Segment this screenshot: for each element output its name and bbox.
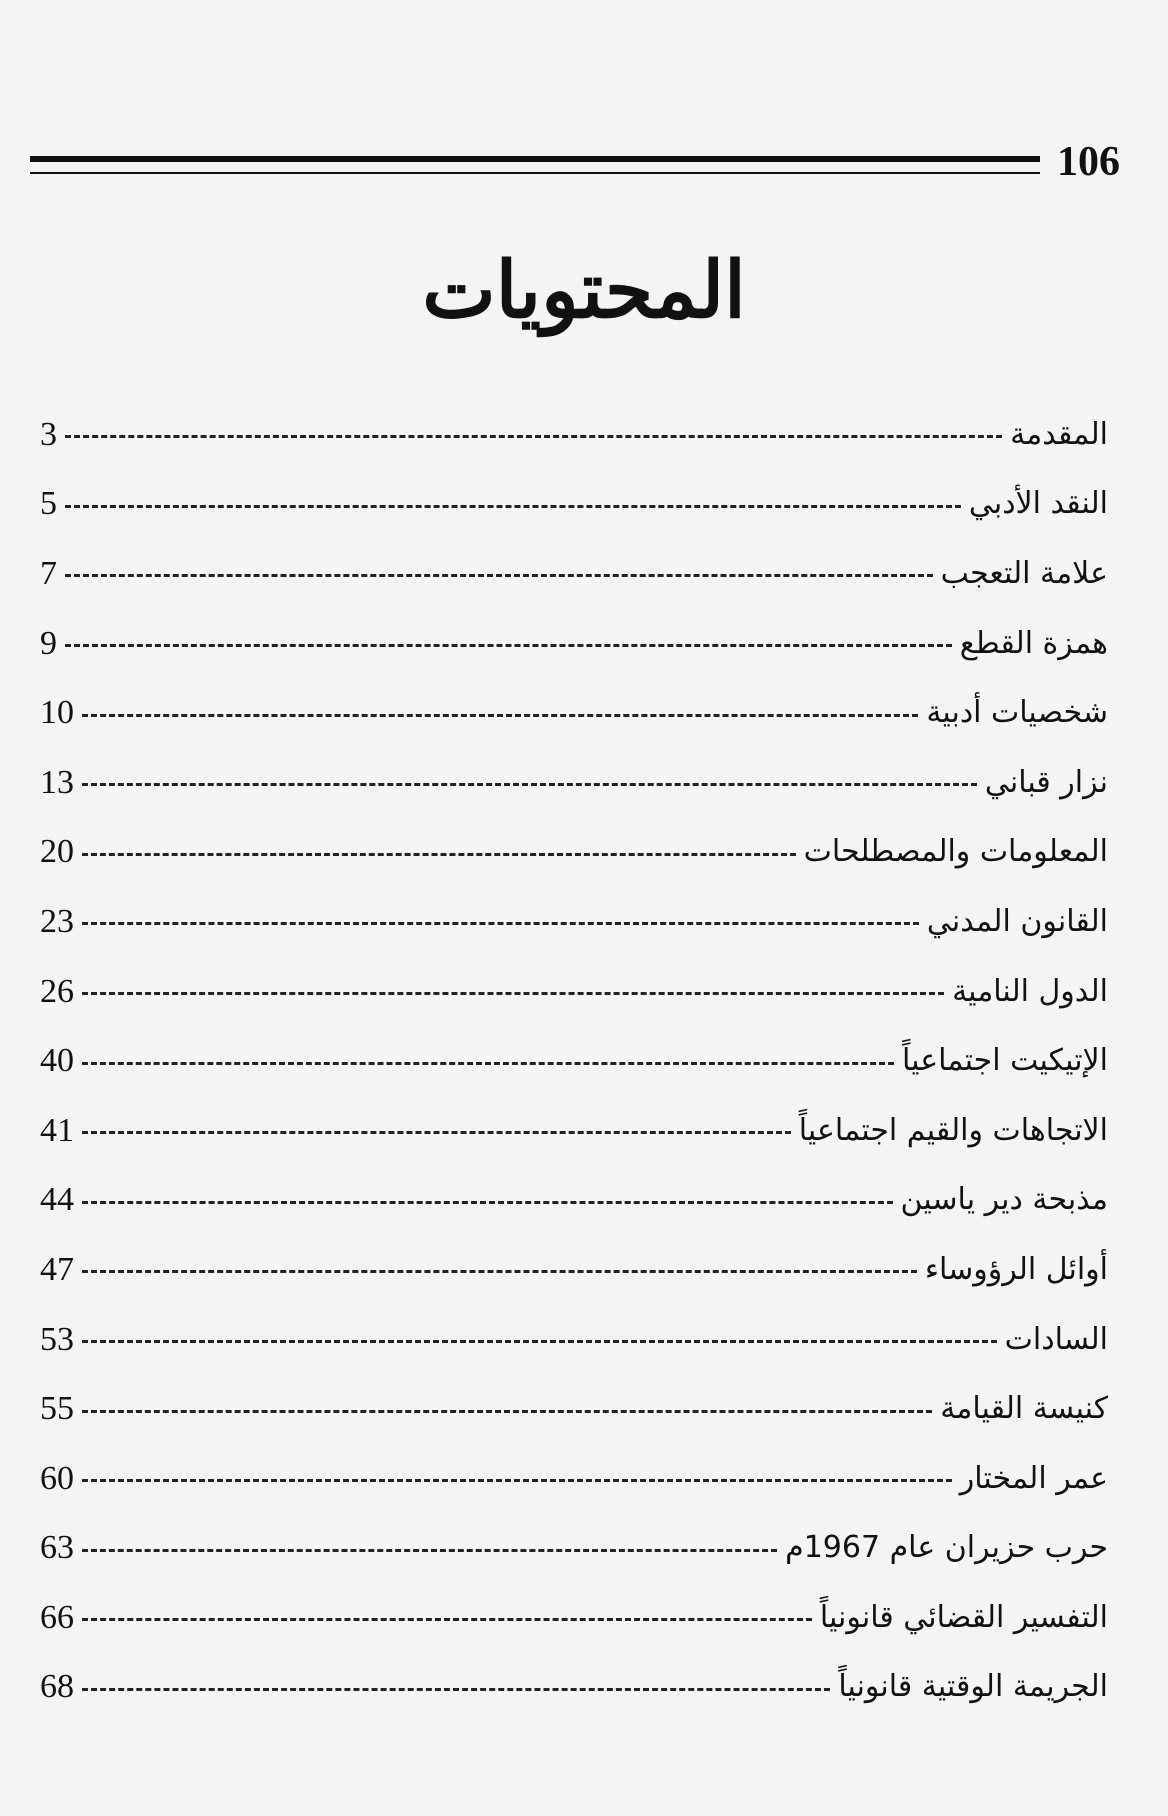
toc-dot-leader	[82, 1479, 952, 1482]
toc-dot-leader	[82, 1549, 777, 1552]
toc-entry	[40, 818, 1108, 888]
toc-dot-leader	[82, 1131, 791, 1134]
toc-entry-title: التفسير القضائي قانونياً	[819, 1599, 1108, 1635]
toc-entry-page-number: 53	[40, 1320, 74, 1358]
toc-entry	[40, 539, 1108, 609]
toc-entry	[40, 1444, 1108, 1514]
toc-entry	[40, 1096, 1108, 1166]
toc-dot-leader	[82, 992, 944, 995]
toc-dot-leader	[65, 644, 952, 647]
toc-dot-leader	[82, 1688, 830, 1691]
toc-entry-title: عمر المختار	[959, 1460, 1108, 1496]
toc-entry-title: القانون المدني	[926, 903, 1108, 939]
toc-entry-page-number: 60	[40, 1459, 74, 1497]
toc-entry-title: الجريمة الوقتية قانونياً	[838, 1669, 1108, 1705]
toc-entry-page-number: 68	[40, 1668, 74, 1706]
toc-entry-page-number: 9	[40, 624, 57, 662]
toc-entry	[40, 1026, 1108, 1096]
toc-dot-leader	[82, 853, 796, 856]
toc-dot-leader	[82, 783, 977, 786]
toc-entry	[40, 1305, 1108, 1375]
toc-entry-page-number: 26	[40, 972, 74, 1010]
toc-dot-leader	[82, 1410, 932, 1413]
toc-entry	[40, 609, 1108, 679]
toc-entry-page-number: 23	[40, 902, 74, 940]
toc-entry-title: السادات	[1004, 1321, 1108, 1357]
toc-entry-title: الدول النامية	[952, 973, 1108, 1009]
toc-entry-page-number: 66	[40, 1598, 74, 1636]
page-title: المحتويات	[422, 245, 746, 336]
toc-entry	[40, 1514, 1108, 1584]
toc-entry-title: نزار قباني	[984, 764, 1108, 800]
toc-entry-page-number: 10	[40, 694, 74, 732]
toc-entry-page-number: 5	[40, 485, 57, 523]
toc-entry-title: أوائل الرؤوساء	[924, 1251, 1108, 1287]
toc-dot-leader	[82, 1618, 812, 1621]
toc-entry-page-number: 3	[40, 415, 57, 453]
toc-entry-page-number: 7	[40, 554, 57, 592]
toc-dot-leader	[82, 922, 919, 925]
toc-entry	[40, 1374, 1108, 1444]
header-rule	[30, 156, 1040, 174]
toc-entry	[40, 887, 1108, 957]
toc-entry	[40, 400, 1108, 470]
toc-entry	[40, 1166, 1108, 1236]
toc-entry-title: حرب حزيران عام 1967م	[785, 1530, 1108, 1566]
table-of-contents	[40, 400, 1108, 1722]
toc-entry	[40, 1653, 1108, 1723]
toc-entry-title: الاتجاهات والقيم اجتماعياً	[798, 1112, 1108, 1148]
toc-dot-leader	[82, 1340, 997, 1343]
toc-entry-title: المعلومات والمصطلحات	[803, 834, 1108, 870]
toc-dot-leader	[65, 574, 933, 577]
page-header	[30, 140, 1120, 190]
toc-entry-page-number: 13	[40, 763, 74, 801]
toc-entry-page-number: 44	[40, 1181, 74, 1219]
toc-entry-title: النقد الأدبي	[968, 486, 1108, 522]
toc-entry	[40, 1235, 1108, 1305]
page-number: 106	[1057, 139, 1120, 185]
toc-dot-leader	[82, 1270, 917, 1273]
toc-dot-leader	[82, 1062, 894, 1065]
toc-entry-page-number: 41	[40, 1111, 74, 1149]
toc-entry	[40, 1583, 1108, 1653]
toc-entry-page-number: 40	[40, 1042, 74, 1080]
toc-entry-title: المقدمة	[1010, 416, 1108, 452]
toc-entry-page-number: 20	[40, 833, 74, 871]
toc-dot-leader	[82, 714, 918, 717]
toc-entry	[40, 748, 1108, 818]
toc-dot-leader	[65, 435, 1002, 438]
toc-entry-title: شخصيات أدبية	[926, 695, 1108, 731]
toc-entry-title: همزة القطع	[959, 625, 1108, 661]
toc-entry-page-number: 47	[40, 1250, 74, 1288]
toc-entry-title: الإتيكيت اجتماعياً	[902, 1043, 1108, 1079]
toc-entry-page-number: 55	[40, 1390, 74, 1428]
toc-entry-page-number: 63	[40, 1529, 74, 1567]
toc-entry-title: كنيسة القيامة	[940, 1391, 1108, 1427]
toc-dot-leader	[82, 1201, 893, 1204]
toc-dot-leader	[65, 505, 961, 508]
toc-entry	[40, 470, 1108, 540]
toc-entry-title: علامة التعجب	[940, 555, 1108, 591]
toc-entry	[40, 957, 1108, 1027]
toc-entry-title: مذبحة دير ياسين	[900, 1182, 1108, 1218]
toc-entry	[40, 678, 1108, 748]
